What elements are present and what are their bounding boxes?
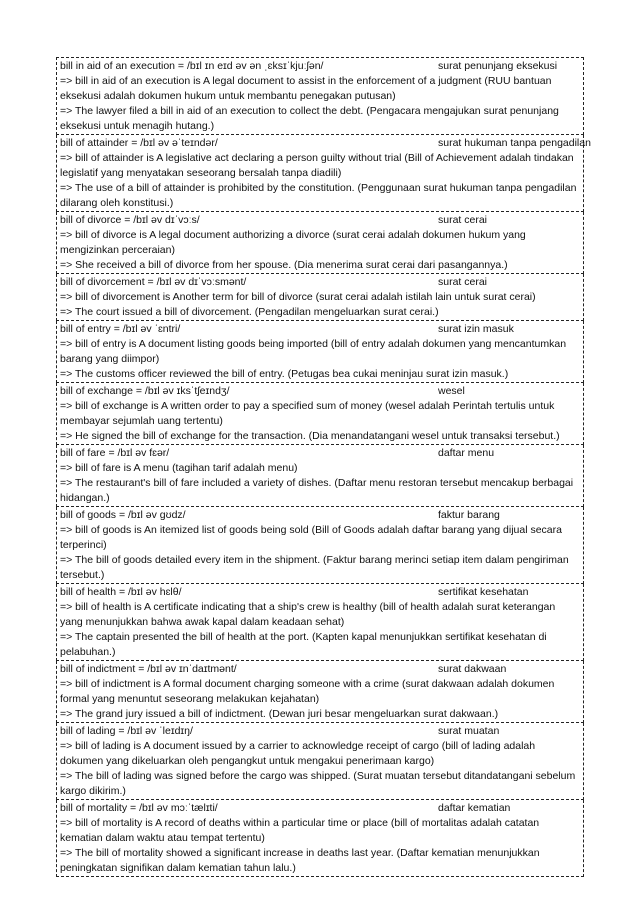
entry-meaning: surat hukuman tanpa pengadilan [438, 137, 591, 149]
entry-definition: => bill of goods is An itemized list of goods being sold (Bill of Goods adalah daftar barang yang dijual secara terperinci) [60, 524, 562, 551]
entry-meaning: daftar kematian [438, 802, 511, 814]
entry-definition: => bill of lading is A document issued by a carrier to acknowledge receipt of cargo (bill of lading adalah dokumen yang dikeluarkan oleh pengangkut untuk mengakui penerimaan kargo) [60, 740, 536, 767]
entry-term: bill of divorcement = /bɪl əv dɪˈvɔːsmənt/ [60, 276, 247, 288]
entry-term: bill of divorce = /bɪl əv dɪˈvɔːs/ [60, 214, 200, 226]
entry-definition: => bill in aid of an execution is A legal document to assist in the enforcement of a judgment (RUU bantuan eksekusi adalah dokumen hukum untuk membantu penegakan putusan) [60, 75, 552, 102]
entry-meaning: surat dakwaan [438, 663, 507, 675]
entry-header [60, 662, 580, 677]
entry-example: => The lawyer filed a bill in aid of an execution to collect the debt. (Pengacara mengajukan surat penunjang eksekusi untuk menagih hutang.) [60, 105, 559, 132]
entry-meaning: faktur barang [438, 509, 500, 521]
entry-term: bill of entry = /bɪl əv ˈɛntri/ [60, 323, 181, 335]
entry-meaning: surat cerai [438, 214, 488, 226]
entry-term: bill of lading = /bɪl əv ˈleɪdɪŋ/ [60, 725, 193, 737]
entry-example: => The court issued a bill of divorcement. (Pengadilan mengeluarkan surat cerai.) [60, 306, 439, 318]
entry-meaning: surat muatan [438, 725, 500, 737]
entry-definition: => bill of mortality is A record of deaths within a particular time or place (bill of mortalitas adalah catatan kematian dalam waktu atau tempat tertentu) [60, 817, 540, 844]
entry-header [60, 585, 580, 600]
entry-term: bill of mortality = /bɪl əv mɔːˈtælɪti/ [60, 802, 218, 814]
entry-header [60, 446, 580, 461]
dictionary-entry [56, 135, 591, 212]
entry-definition: => bill of health is A certificate indicating that a ship's crew is healthy (bill of health adalah surat keterangan yang menunjukkan bahwa awak kapal dalam keadaan sehat) [60, 601, 556, 628]
entry-term: bill of exchange = /bɪl əv ɪksˈtʃeɪndʒ/ [60, 385, 230, 397]
entry-meaning: wesel [438, 385, 465, 397]
dictionary-entry [56, 661, 584, 723]
entry-term: bill of fare = /bɪl əv fɛər/ [60, 447, 170, 459]
entry-definition: => bill of indictment is A formal document charging someone with a crime (surat dakwaan adalah dokumen formal yang menuntut seseorang melakukan kejahatan) [60, 678, 555, 705]
dictionary-entry [56, 57, 584, 135]
entry-header [60, 322, 580, 337]
entry-header [60, 508, 580, 523]
entry-header [60, 136, 591, 151]
entry-example: => The grand jury issued a bill of indictment. (Dewan juri besar mengeluarkan surat dakwaan.) [60, 708, 499, 720]
dictionary-page [56, 57, 591, 877]
entry-example: => The captain presented the bill of health at the port. (Kapten kapal menunjukkan sertifikat kesehatan di pelabuhan.) [60, 631, 547, 658]
entry-term: bill of goods = /bɪl əv gʊdz/ [60, 509, 186, 521]
entry-header [60, 384, 580, 399]
entry-meaning: surat izin masuk [438, 323, 514, 335]
dictionary-entry [56, 321, 584, 383]
entry-definition: => bill of entry is A document listing goods being imported (bill of entry adalah dokumen yang mencantumkan barang yang diimpor) [60, 338, 567, 365]
entry-header [60, 275, 580, 290]
entry-definition: => bill of attainder is A legislative act declaring a person guilty without trial (Bill of Achievement adalah tindakan legislatif yang menyatakan seseorang bersalah tanpa diadili) [60, 152, 574, 179]
entry-header [60, 59, 580, 74]
entry-definition: => bill of exchange is A written order to pay a specified sum of money (wesel adalah Perintah tertulis untuk membayar sejumlah uang tertentu) [60, 400, 555, 427]
entry-meaning: sertifikat kesehatan [438, 586, 529, 598]
dictionary-entry [56, 507, 584, 584]
dictionary-entry [56, 383, 584, 445]
entry-definition: => bill of fare is A menu (tagihan tarif adalah menu) [60, 462, 298, 474]
entry-meaning: surat penunjang eksekusi [438, 60, 558, 72]
dictionary-entry [56, 723, 584, 800]
entry-definition: => bill of divorce is A legal document authorizing a divorce (surat cerai adalah dokumen hukum yang mengizinkan perceraian) [60, 229, 526, 256]
entry-definition: => bill of divorcement is Another term for bill of divorce (surat cerai adalah istilah lain untuk surat cerai) [60, 291, 536, 303]
entry-term: bill of health = /bɪl əv hɛlθ/ [60, 586, 182, 598]
entry-term: bill of attainder = /bɪl əv əˈteɪndər/ [60, 137, 218, 149]
entry-meaning: daftar menu [438, 447, 495, 459]
entry-meaning: surat cerai [438, 276, 488, 288]
entry-term: bill of indictment = /bɪl əv ɪnˈdaɪtmənt/ [60, 663, 237, 675]
dictionary-entry [56, 274, 584, 321]
dictionary-entry [56, 445, 584, 507]
entry-term: bill in aid of an execution = /bɪl ɪn eɪd əv ən ˌɛksɪˈkjuːʃən/ [60, 60, 324, 72]
dictionary-entry [56, 800, 584, 877]
entry-example: => The bill of mortality showed a significant increase in deaths last year. (Daftar kematian menunjukkan peningkatan signifikan dalam kematian tahun lalu.) [60, 847, 540, 874]
dictionary-entry [56, 584, 584, 661]
entry-header [60, 213, 580, 228]
entry-example: => The customs officer reviewed the bill of entry. (Petugas bea cukai meninjau surat izin masuk.) [60, 368, 509, 380]
entry-example: => The bill of lading was signed before the cargo was shipped. (Surat muatan tersebut ditandatangani sebelum kargo dikirim.) [60, 770, 576, 797]
entry-example: => He signed the bill of exchange for the transaction. (Dia menandatangani wesel untuk transaksi tersebut.) [60, 430, 560, 442]
entry-example: => The bill of goods detailed every item in the shipment. (Faktur barang merinci setiap item dalam pengiriman tersebut.) [60, 554, 569, 581]
entry-example: => The restaurant's bill of fare included a variety of dishes. (Daftar menu restoran tersebut mencakup berbagai hidangan.) [60, 477, 574, 504]
dictionary-entry [56, 212, 584, 274]
entry-header [60, 801, 580, 816]
entry-example: => She received a bill of divorce from her spouse. (Dia menerima surat cerai dari pasangannya.) [60, 259, 508, 271]
entry-example: => The use of a bill of attainder is prohibited by the constitution. (Penggunaan surat hukuman tanpa pengadilan dilarang oleh konstitusi.) [60, 182, 577, 209]
entry-header [60, 724, 580, 739]
